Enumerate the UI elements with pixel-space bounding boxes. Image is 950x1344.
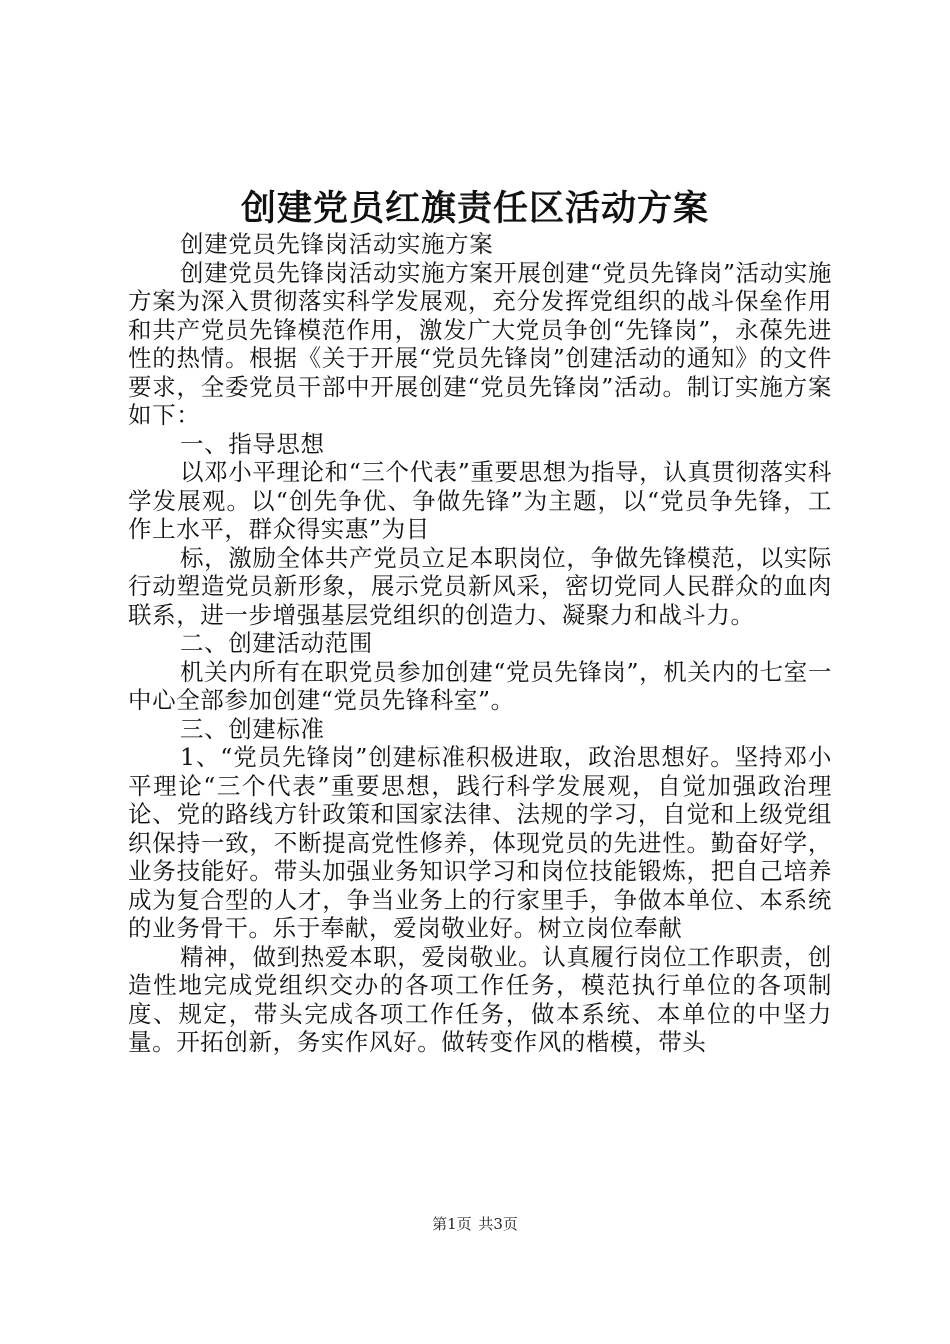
standards-paragraph: 1、“党员先锋岗”创建标准积极进取，政治思想好。坚持邓小平理论“三个代表”重要思想，践行科学发展观，自觉加强政治理论、党的路线方针政策和国家法律、法规的学习，自觉和上级党组织保持一致，不断提高党性修养，体现党员的先进性。勤奋好学，业务技能好。带头加强业务知识学习和岗位技能锻炼，把自己培养成为复合型的人才，争当业务上的行家里手，争做本单位、本系统的业务骨干。乐于奉献，爱岗敬业好。树立岗位奉献 xyxy=(128,743,832,942)
page-number: 第1页 xyxy=(432,1215,472,1233)
document-body xyxy=(128,230,832,1057)
scope-paragraph: 机关内所有在职党员参加创建“党员先锋岗”，机关内的七室一中心全部参加创建“党员先锋科室”。 xyxy=(128,657,832,714)
section-heading-standards: 三、创建标准 xyxy=(180,714,325,743)
guiding-thought-paragraph: 以邓小平理论和“三个代表”重要思想为指导，认真贯彻落实科学发展观。以“创先争优、争做先锋”为主题，以“党员争先锋，工作上水平，群众得实惠”为目 xyxy=(128,458,832,543)
page-total: 共3页 xyxy=(478,1215,518,1233)
dedication-paragraph: 精神，做到热爱本职，爱岗敬业。认真履行岗位工作职责，创造性地完成党组织交办的各项工作任务，模范执行单位的各项制度、规定，带头完成各项工作任务，做本系统、本单位的中坚力量。开拓创新，务实作风好。做转变作风的楷模，带头 xyxy=(128,942,832,1056)
intro-paragraph: 创建党员先锋岗活动实施方案开展创建“党员先锋岗”活动实施方案为深入贯彻落实科学发展观，充分发挥党组织的战斗保垒作用和共产党员先锋模范作用，激发广大党员争创“先锋岗”，永葆先进性的热情。根据《关于开展“党员先锋岗”创建活动的通知》的文件要求，全委党员干部中开展创建“党员先锋岗”活动。制订实施方案如下： xyxy=(128,258,832,429)
section-heading-guiding-thought: 一、指导思想 xyxy=(180,429,325,458)
section-heading-scope: 二、创建活动范围 xyxy=(180,629,373,657)
document-title: 创建党员红旗责任区活动方案 xyxy=(240,188,709,229)
page-footer xyxy=(0,1214,950,1234)
goal-paragraph: 标，激励全体共产党员立足本职岗位，争做先锋模范，以实际行动塑造党员新形象，展示党员新风采，密切党同人民群众的血肉联系，进一步增强基层党组织的创造力、凝聚力和战斗力。 xyxy=(128,543,832,629)
subtitle-paragraph: 创建党员先锋岗活动实施方案 xyxy=(180,230,494,258)
